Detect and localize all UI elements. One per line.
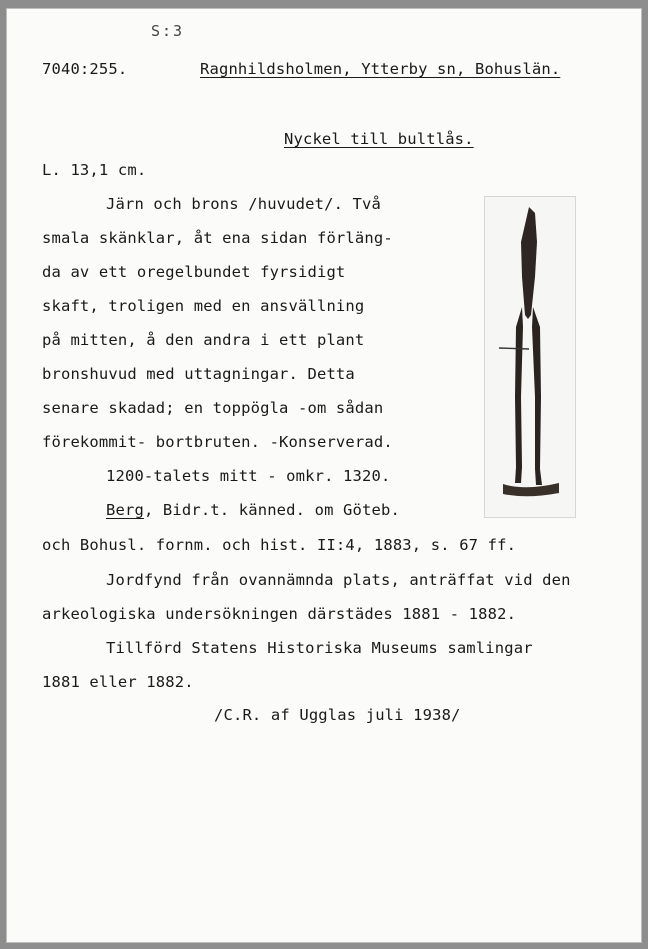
find-location: Ragnhildsholmen, Ytterby sn, Bohuslän. xyxy=(200,60,561,78)
dating: 1200-talets mitt - omkr. 1320. xyxy=(106,467,391,485)
description-line-1: Järn och brons /huvudet/. Två xyxy=(106,195,381,213)
signature: /C.R. af Ugglas juli 1938/ xyxy=(214,706,461,724)
key-head xyxy=(503,483,559,496)
inventory-number: 7040:255. xyxy=(42,60,128,78)
key-shaft xyxy=(521,207,537,319)
key-leg-left xyxy=(515,307,523,483)
find-line-1: Jordfynd från ovannämnda plats, anträffat vid den xyxy=(106,571,571,589)
description-line-2: smala skänklar, åt ena sidan förläng- xyxy=(42,229,393,247)
find-line-2: arkeologiska undersökningen därstädes 1881 - 1882. xyxy=(42,605,517,623)
acquisition-line-2: 1881 eller 1882. xyxy=(42,673,194,691)
description-line-6: bronshuvud med uttagningar. Detta xyxy=(42,365,355,383)
key-leg-right xyxy=(532,307,542,485)
measurement: L. 13,1 cm. xyxy=(42,161,147,179)
key-pin xyxy=(499,348,529,349)
key-photo xyxy=(484,196,576,518)
reference-line-2: och Bohusl. fornm. och hist. II:4, 1883, s. 67 ff. xyxy=(42,536,517,554)
description-line-5: på mitten, å den andra i ett plant xyxy=(42,331,365,349)
reference-line-1 xyxy=(106,500,400,520)
key-illustration xyxy=(485,197,575,517)
handwritten-mark: S:3 xyxy=(151,22,185,40)
description-line-4: skaft, troligen med en ansvällning xyxy=(42,297,365,315)
description-line-8: förekommit- bortbruten. -Konserverad. xyxy=(42,433,393,451)
reference-title: , Bidr.t. känned. om Göteb. xyxy=(143,501,400,519)
description-line-7: senare skadad; en toppögla -om sådan xyxy=(42,399,384,417)
acquisition-line-1: Tillförd Statens Historiska Museums samlingar xyxy=(106,639,533,657)
object-title: Nyckel till bultlås. xyxy=(284,130,474,148)
catalog-card xyxy=(6,8,642,943)
reference-author: Berg xyxy=(106,501,144,519)
description-line-3: da av ett oregelbundet fyrsidigt xyxy=(42,263,346,281)
